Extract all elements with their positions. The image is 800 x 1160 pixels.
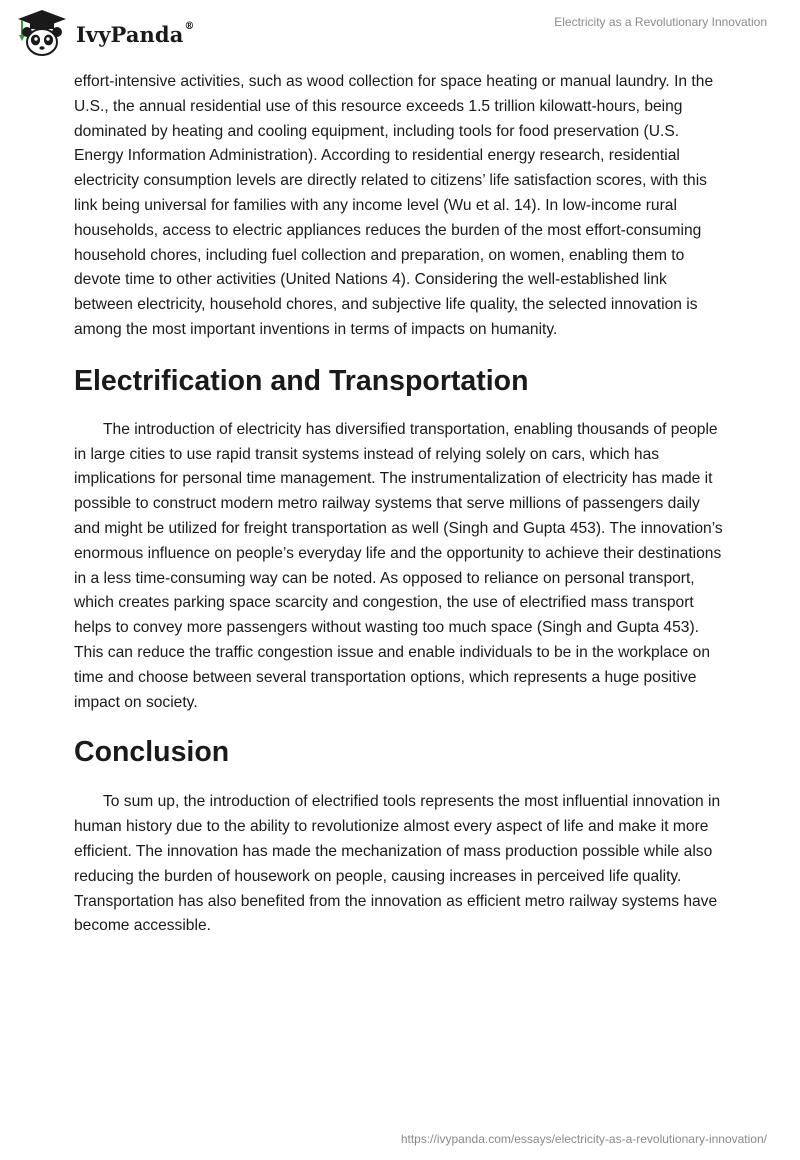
body-paragraph-continued: effort-intensive activities, such as wood collection for space heating or manual laundry. In the U.S., the annual residential use of this resource exceeds 1.5 trillion kilowatt-hours, being dominated by heating and cooling equipment, including tools for food preservation (U.S. Energy Information Administration). According to residential energy research, residential electricity consumption levels are directly related to citizens’ life satisfaction scores, with this link being universal for families with any income level (Wu et al. 14). In low-income rural households, access to electric appliances reduces the burden of the most effort-consuming household chores, including fuel collection and preparation, on women, enabling them to devote time to other activities (United Nations 4). Considering the well-established link between electricity, household chores, and subjective life quality, the selected innovation is among the most important inventions in terms of impacts on humanity. xyxy=(74,73,714,338)
source-url[interactable]: https://ivypanda.com/essays/electricity-as-a-revolutionary-innovation/ xyxy=(400,1132,767,1146)
panda-graduation-cap-icon xyxy=(14,8,70,58)
essay-content xyxy=(74,70,726,939)
section-heading-transportation: Electrification and Transportation xyxy=(74,364,529,397)
brand-name: IvyPanda® xyxy=(76,20,195,47)
body-paragraph-conclusion: To sum up, the introduction of electrified tools represents the most influential innovation in human history due to the ability to revolutionize almost every aspect of life and make it more efficient. The innovation has made the mechanization of mass production possible while also reducing the burden of housework on people, causing increases in perceived life quality. Transportation has also benefited from the innovation as efficient metro railway systems have become accessible. xyxy=(74,793,721,935)
section-heading-conclusion: Conclusion xyxy=(74,736,230,769)
body-paragraph-transportation: The introduction of electricity has diversified transportation, enabling thousands of people in large cities to use rapid transit systems instead of relying solely on cars, which has implications for personal time management. The instrumentalization of electricity has made it possible to construct modern metro railway systems that serve millions of passengers daily and might be utilized for freight transportation as well (Singh and Gupta 453). The innovation’s enormous influence on people’s everyday life and the opportunity to achieve their destinations in a less time-consuming way can be noted. As opposed to reliance on personal transport, which creates parking space scarcity and congestion, the use of electrified mass transport helps to convey more passengers without wasting too much space (Singh and Gupta 453). This can reduce the traffic congestion issue and enable individuals to be in the workplace on time and choose between several transportation options, which represents a huge positive impact on society. xyxy=(74,420,723,711)
registered-mark: ® xyxy=(184,20,195,32)
brand-logo[interactable] xyxy=(14,8,195,58)
page-header xyxy=(0,0,800,70)
document-title: Electricity as a Revolutionary Innovation xyxy=(554,15,767,29)
